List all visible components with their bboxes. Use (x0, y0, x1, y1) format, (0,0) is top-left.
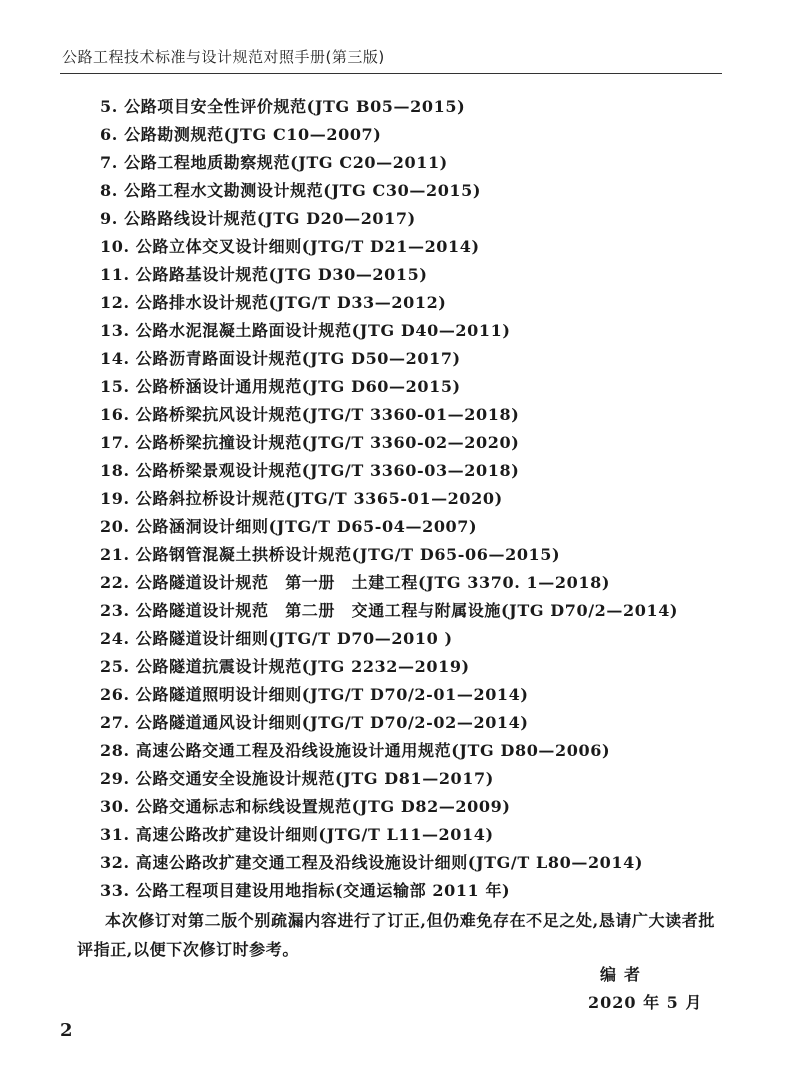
standard-item: 16. 公路桥梁抗风设计规范(JTG/T 3360-01—2018) (100, 405, 520, 424)
running-header: 公路工程技术标准与设计规范对照手册(第三版) (62, 48, 385, 66)
standard-item: 17. 公路桥梁抗撞设计规范(JTG/T 3360-02—2020) (100, 433, 520, 452)
standard-item: 26. 公路隧道照明设计细则(JTG/T D70/2-01—2014) (100, 685, 529, 704)
standard-item: 31. 高速公路改扩建设计细则(JTG/T L11—2014) (100, 825, 494, 844)
standard-item: 13. 公路水泥混凝土路面设计规范(JTG D40—2011) (100, 321, 511, 340)
standard-item: 28. 高速公路交通工程及沿线设施设计通用规范(JTG D80—2006) (100, 741, 611, 760)
standard-item: 23. 公路隧道设计规范 第二册 交通工程与附属设施(JTG D70/2—2014) (100, 601, 679, 620)
standard-item: 29. 公路交通安全设施设计规范(JTG D81—2017) (100, 769, 494, 788)
standard-item: 32. 高速公路改扩建交通工程及沿线设施设计细则(JTG/T L80—2014) (100, 853, 644, 872)
revision-note: 本次修订对第二版个别疏漏内容进行了订正,但仍难免存在不足之处,恳请广大读者批评指正,以便下次修订时参考。 (77, 911, 715, 959)
standard-item: 6. 公路勘测规范(JTG C10—2007) (100, 125, 382, 144)
standard-item: 33. 公路工程项目建设用地指标(交通运输部 2011 年) (100, 881, 511, 900)
standard-item: 10. 公路立体交叉设计细则(JTG/T D21—2014) (100, 237, 480, 256)
standard-item: 21. 公路钢管混凝土拱桥设计规范(JTG/T D65-06—2015) (100, 545, 561, 564)
standard-item: 8. 公路工程水文勘测设计规范(JTG C30—2015) (100, 181, 482, 200)
editor-signature: 编者 (600, 965, 649, 984)
standard-item: 15. 公路桥涵设计通用规范(JTG D60—2015) (100, 377, 461, 396)
standard-item: 18. 公路桥梁景观设计规范(JTG/T 3360-03—2018) (100, 461, 520, 480)
standard-item: 19. 公路斜拉桥设计规范(JTG/T 3365-01—2020) (100, 489, 503, 508)
standard-item: 9. 公路路线设计规范(JTG D20—2017) (100, 209, 416, 228)
page-number: 2 (60, 1020, 73, 1041)
standard-item: 24. 公路隧道设计细则(JTG/T D70—2010 ) (100, 629, 453, 648)
header-rule (60, 73, 722, 74)
standard-item: 20. 公路涵洞设计细则(JTG/T D65-04—2007) (100, 517, 478, 536)
signature-date: 2020 年 5 月 (588, 993, 703, 1012)
standard-item: 14. 公路沥青路面设计规范(JTG D50—2017) (100, 349, 461, 368)
standard-item: 27. 公路隧道通风设计细则(JTG/T D70/2-02—2014) (100, 713, 529, 732)
standard-item: 12. 公路排水设计规范(JTG/T D33—2012) (100, 293, 447, 312)
standard-item: 25. 公路隧道抗震设计规范(JTG 2232—2019) (100, 657, 470, 676)
standard-item: 30. 公路交通标志和标线设置规范(JTG D82—2009) (100, 797, 511, 816)
standard-item: 22. 公路隧道设计规范 第一册 土建工程(JTG 3370. 1—2018) (100, 573, 610, 592)
standard-item: 7. 公路工程地质勘察规范(JTG C20—2011) (100, 153, 448, 172)
standards-list (100, 93, 740, 905)
standard-item: 11. 公路路基设计规范(JTG D30—2015) (100, 265, 428, 284)
standard-item: 5. 公路项目安全性评价规范(JTG B05—2015) (100, 97, 466, 116)
